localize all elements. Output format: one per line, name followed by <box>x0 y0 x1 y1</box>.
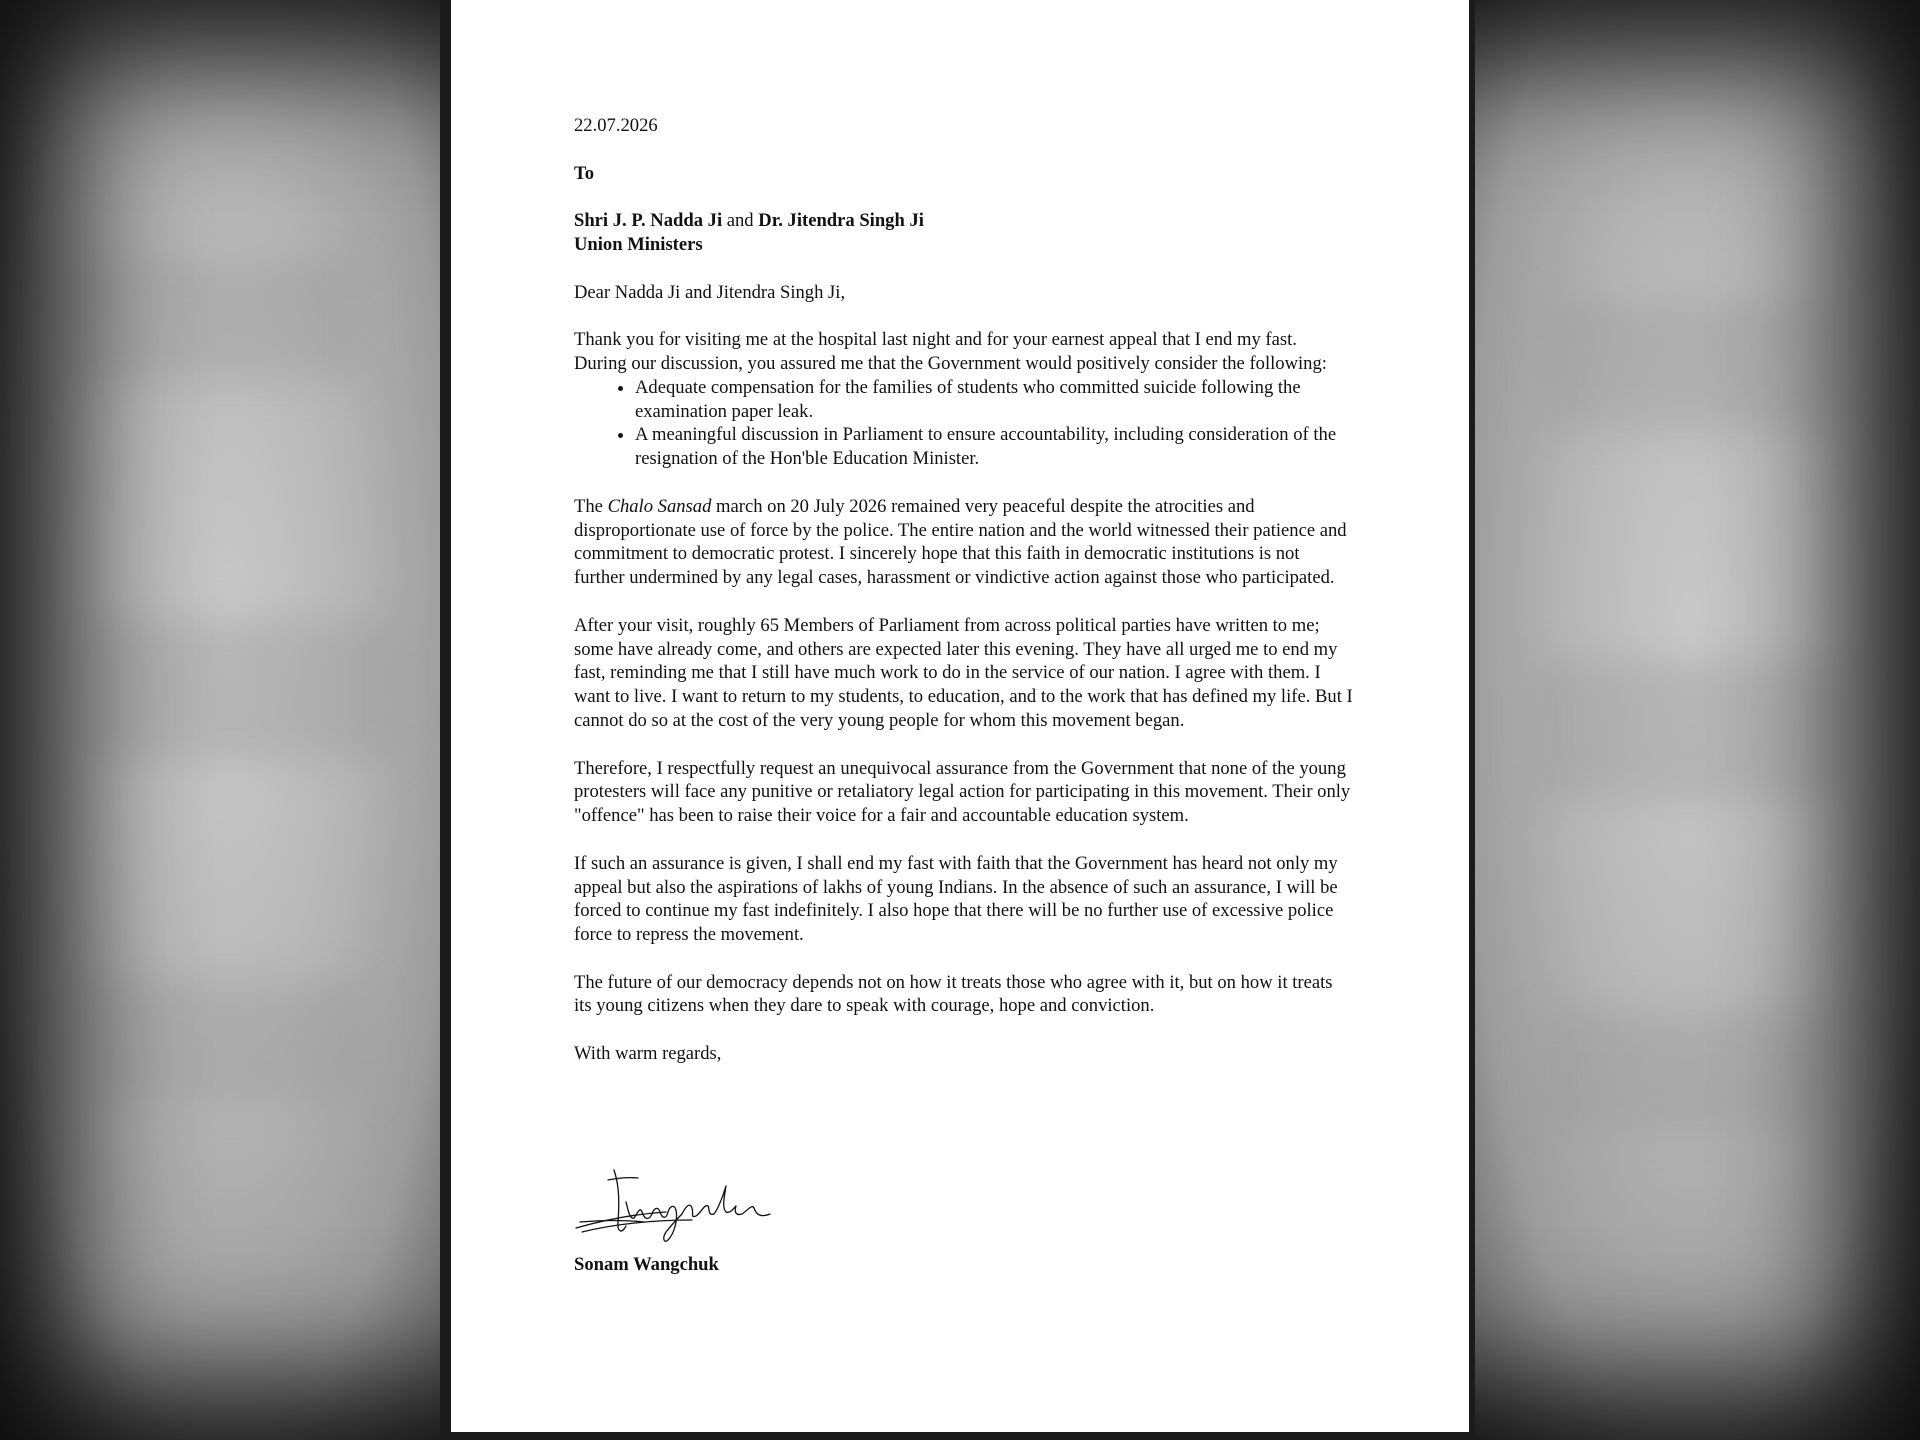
closing: With warm regards, <box>574 1043 722 1065</box>
handwritten-signature-icon <box>574 1162 784 1258</box>
paragraph-2-prefix: The <box>574 495 608 517</box>
paragraph-2 <box>574 495 1354 590</box>
letter-body <box>574 114 1354 1090</box>
background-blur-shape <box>80 620 400 760</box>
letter-date: 22.07.2026 <box>574 115 658 136</box>
recipient-title: Union Ministers <box>574 233 703 255</box>
letter-to: To <box>574 162 594 184</box>
background-blur-shape <box>70 980 370 1100</box>
background-blur-shape <box>60 260 360 380</box>
recipient-conjunction: and <box>722 210 759 232</box>
salutation: Dear Nadda Ji and Jitendra Singh Ji, <box>574 281 846 303</box>
list-item: • Adequate compensation for the families of students who committed suicide following the examination paper leak. <box>635 376 1354 424</box>
recipient-name-1: Shri J. P. Nadda Ji <box>574 210 723 232</box>
signer-name: Sonam Wangchuk <box>574 1254 719 1275</box>
paragraph-6: The future of our democracy depends not on how it treats those who agree with it, but on how it treats its young citizens when they dare to speak with courage, hope and conviction. <box>574 971 1333 1017</box>
background-blur-shape <box>1540 300 1840 430</box>
paragraph-3: After your visit, roughly 65 Members of Parliament from across political parties have written to me; some have already come, and others are expected later this evening. They have all urged me to end my fast, reminding me that I still have much work to do in the service of our nation. I agree with them. I want to live. I want to return to my students, to education, and to the work that has defined my life. But I cannot do so at the cost of the very young people for whom this movement began. <box>574 614 1353 731</box>
paragraph-2-rest: march on 20 July 2026 remained very peaceful despite the atrocities and disproportionate use of force by the police. The entire nation and the world witnessed their patience and commitment to democratic protest. I sincerely hope that this faith in democratic institutions is not further undermined by any legal cases, harassment or vindictive action against those who participated. <box>574 495 1347 589</box>
background-blur-shape <box>1530 660 1850 800</box>
paragraph-5: If such an assurance is given, I shall end my fast with faith that the Government has heard not only my appeal but also the aspirations of lakhs of young Indians. In the absence of such an assurance, I will be forced to continue my fast indefinitely. I also hope that there will be no further use of excessive police force to repress the movement. <box>574 852 1338 946</box>
assurance-list <box>574 376 1354 471</box>
recipient-name-2: Dr. Jitendra Singh Ji <box>758 210 924 232</box>
chalo-sansad-italic: Chalo Sansad <box>607 495 712 517</box>
paragraph-4: Therefore, I respectfully request an unequivocal assurance from the Government that none of the young protesters will face any punitive or retaliatory legal action for participating in this movement. Their only "offence" has been to raise their voice for a fair and accountable education system. <box>574 757 1351 827</box>
paragraph-1: Thank you for visiting me at the hospital last night and for your earnest appeal that I end my fast. During our discussion, you assured me that the Government would positively consider the following: <box>574 329 1327 374</box>
list-item: • A meaningful discussion in Parliament to ensure accountability, including consideration of the resignation of the Hon'ble Education Minister. <box>635 423 1354 471</box>
background-blur-shape <box>1540 1010 1840 1130</box>
recipient-block <box>574 209 1354 257</box>
